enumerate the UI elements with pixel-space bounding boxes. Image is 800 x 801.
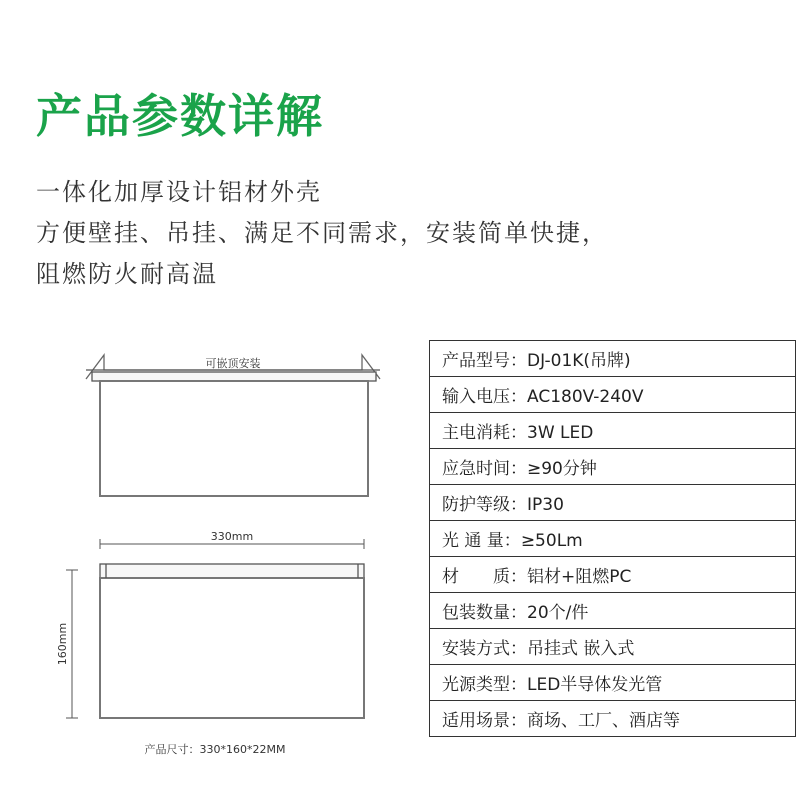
- spec-table: [429, 340, 796, 737]
- spec-key: 适用场景：: [442, 711, 527, 731]
- spec-row: [430, 521, 796, 557]
- spec-value: ≥90分钟: [527, 459, 597, 479]
- spec-key: 产品型号：: [442, 351, 527, 371]
- spec-value: ≥50Lm: [520, 531, 583, 551]
- description-line: 方便壁挂、吊挂、满足不同需求，安装简单快捷，: [36, 219, 608, 247]
- description-line: 阻燃防火耐高温: [36, 260, 218, 288]
- width-label: 330mm: [210, 530, 254, 543]
- height-label: 160mm: [56, 622, 69, 666]
- spec-key: 光源类型：: [442, 675, 527, 695]
- hanging-sign-view: [100, 564, 364, 718]
- recessed-mount-view: [86, 355, 380, 496]
- spec-key: 材 质：: [442, 567, 527, 587]
- spec-value: DJ-01K(吊牌): [527, 351, 631, 371]
- spec-key: 主电消耗：: [442, 423, 527, 443]
- diagram-drawing: [0, 340, 420, 801]
- spec-row: [430, 593, 796, 629]
- spec-row: [430, 341, 796, 377]
- spec-value: 吊挂式 嵌入式: [527, 639, 635, 659]
- spec-key: 防护等级：: [442, 495, 527, 515]
- spec-value: 20个/件: [527, 603, 589, 623]
- spec-row: [430, 485, 796, 521]
- size-caption: 产品尺寸：330*160*22MM: [144, 743, 286, 756]
- spec-row: [430, 701, 796, 737]
- spec-value: LED半导体发光管: [527, 675, 663, 695]
- spec-value: AC180V-240V: [527, 387, 644, 407]
- spec-row: [430, 449, 796, 485]
- spec-key: 安装方式：: [442, 639, 527, 659]
- spec-row: [430, 665, 796, 701]
- spec-value: 商场、工厂、酒店等: [527, 711, 680, 731]
- spec-key: 输入电压：: [442, 387, 527, 407]
- spec-row: [430, 413, 796, 449]
- description: [36, 172, 608, 295]
- spec-value: IP30: [527, 495, 564, 515]
- spec-key: 光 通 量：: [442, 531, 521, 551]
- page-title: 产品参数详解: [36, 89, 324, 143]
- top-label: 可嵌顶安装: [205, 357, 261, 370]
- spec-key: 应急时间：: [442, 459, 527, 479]
- spec-row: [430, 557, 796, 593]
- spec-value: 铝材+阻燃PC: [527, 567, 632, 587]
- product-diagram: [0, 340, 420, 801]
- spec-key: 包装数量：: [442, 603, 527, 623]
- spec-value: 3W LED: [527, 423, 594, 443]
- spec-row: [430, 629, 796, 665]
- spec-row: [430, 377, 796, 413]
- description-line: 一体化加厚设计铝材外壳: [36, 178, 322, 206]
